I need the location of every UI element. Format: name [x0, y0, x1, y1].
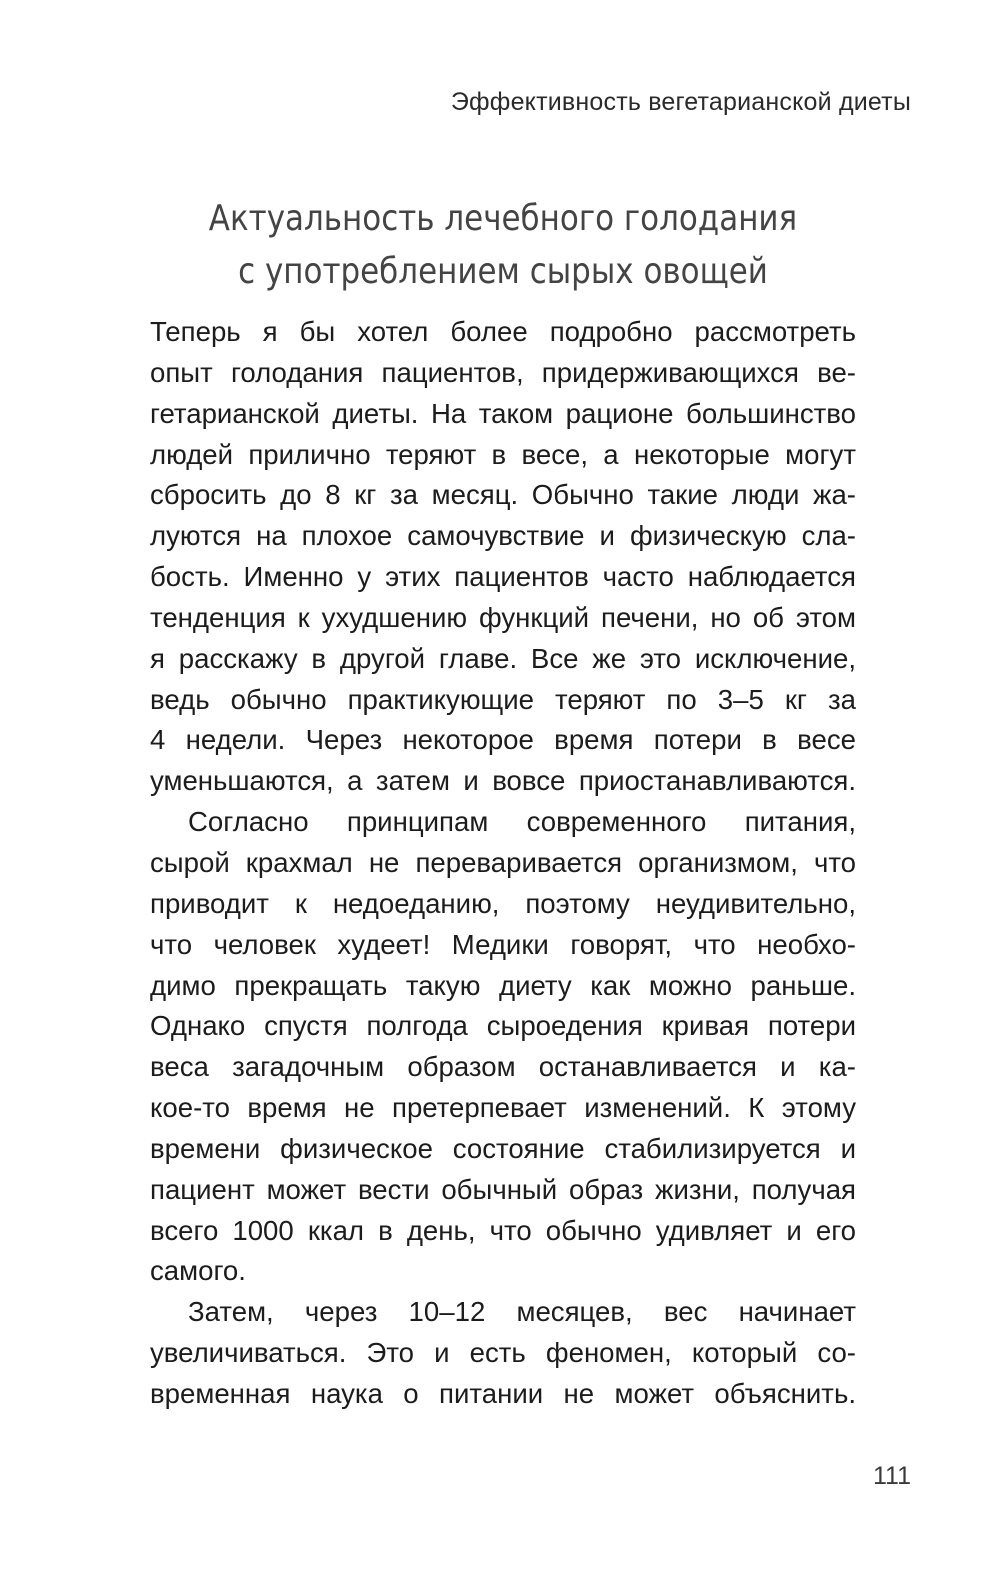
text-line: уменьшаются, а затем и вовсе приостанавливаются.	[150, 765, 856, 797]
text-line: людей прилично теряют в весе, а некоторые могут	[150, 438, 856, 470]
text-line: веса загадочным образом останавливается и ка-	[150, 1051, 856, 1083]
text-line: Однако спустя полгода сыроедения кривая потери	[150, 1010, 856, 1042]
title-line-1: Актуальность лечебного голодания	[208, 198, 798, 239]
text-line: опыт голодания пациентов, придерживающихся ве-	[150, 356, 856, 388]
paragraph-2	[150, 802, 856, 1292]
text-line: ведь обычно практикующие теряют по 3–5 кг за	[150, 683, 856, 715]
text-line: тенденция к ухудшению функций печени, но об этом	[150, 601, 856, 633]
text-line: димо прекращать такую диету как можно раньше.	[150, 969, 856, 1001]
text-line: времени физическое состояние стабилизируется и	[150, 1132, 856, 1164]
text-line: что человек худеет! Медики говорят, что необхо-	[150, 928, 856, 960]
text-line: гетарианской диеты. На таком рационе большинство	[150, 397, 856, 429]
text-line: сырой крахмал не переваривается организмом, что	[150, 846, 856, 878]
text-line: кое-то время не претерпевает изменений. К этому	[150, 1092, 856, 1124]
text-line: Согласно принципам современного питания,	[188, 806, 856, 838]
text-line: самого.	[150, 1255, 246, 1287]
running-head: Эффективность вегетарианской диеты	[450, 88, 911, 116]
text-line: пациент может вести обычный образ жизни, получая	[150, 1173, 856, 1205]
paragraph-1	[150, 312, 856, 802]
text-line: я расскажу в другой главе. Все же это исключение,	[150, 642, 856, 674]
body-text	[150, 312, 856, 1415]
text-line: сбросить до 8 кг за месяц. Обычно такие люди жа-	[150, 479, 856, 511]
text-line: приводит к недоеданию, поэтому неудивительно,	[150, 887, 856, 919]
text-line: бость. Именно у этих пациентов часто наблюдается	[150, 561, 856, 593]
text-line: увеличиваться. Это и есть феномен, который со-	[150, 1337, 856, 1369]
text-line: всего 1000 ккал в день, что обычно удивляет и его	[150, 1214, 856, 1246]
title-line-2: с употреблением сырых овощей	[238, 251, 768, 292]
text-line: луются на плохое самочувствие и физическую сла-	[150, 520, 856, 552]
text-line: 4 недели. Через некоторое время потери в весе	[150, 724, 856, 756]
chapter-section-title	[199, 192, 806, 298]
text-line: Затем, через 10–12 месяцев, вес начинает	[188, 1296, 856, 1328]
text-line: временная наука о питании не может объяснить.	[150, 1377, 856, 1409]
text-line: Теперь я бы хотел более подробно рассмотреть	[150, 316, 856, 347]
paragraph-3	[150, 1292, 856, 1415]
page-number: 111	[872, 1462, 911, 1490]
